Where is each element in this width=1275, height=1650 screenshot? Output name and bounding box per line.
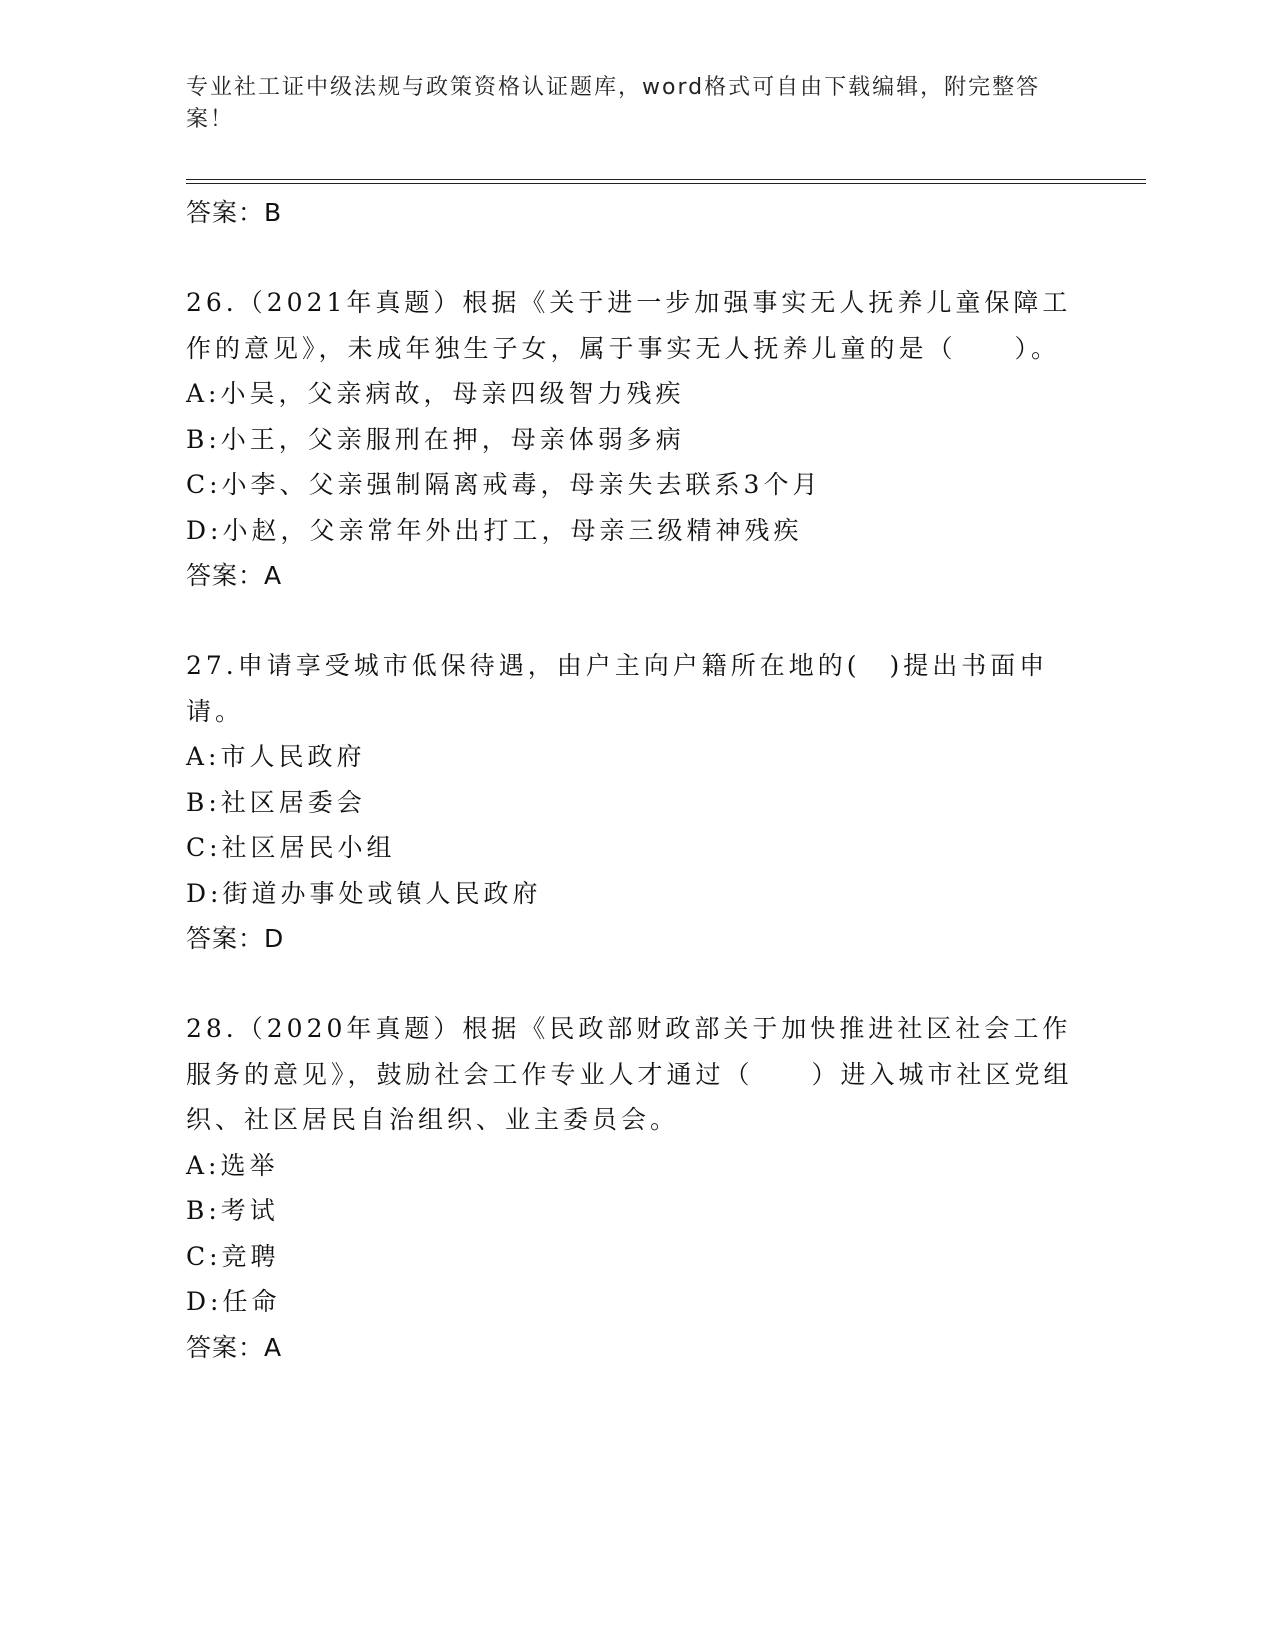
option-d: D:街道办事处或镇人民政府 — [186, 878, 542, 908]
question-stem: 28.（2020年真题）根据《民政部财政部关于加快推进社区社会工作服务的意见》，鼓励社会工作专业人才通过（ ）进入城市社区党组织、社区居民自治组织、业主委员会。 — [186, 1014, 1073, 1134]
question-answer: 答案：A — [186, 561, 283, 590]
question-list — [186, 190, 1086, 1371]
option-c: C:社区居民小组 — [186, 833, 396, 862]
header-divider-top — [186, 179, 1146, 180]
previous-answer: 答案：B — [186, 198, 283, 227]
header-divider-bottom — [186, 183, 1146, 184]
question-28 — [186, 1006, 1086, 1371]
option-b: B:小王，父亲服刑在押，母亲体弱多病 — [186, 424, 685, 454]
question-answer: 答案：A — [186, 1332, 283, 1362]
question-answer: 答案：D — [186, 924, 285, 953]
option-c: C:小李、父亲强制隔离戒毒，母亲失去联系3个月 — [186, 470, 822, 499]
option-b: B:社区居委会 — [186, 787, 366, 817]
option-c: C:竞聘 — [186, 1241, 280, 1271]
option-d: D:小赵，父亲常年外出打工，母亲三级精神残疾 — [186, 515, 803, 545]
option-a: A:选举 — [186, 1150, 279, 1180]
question-26 — [186, 280, 1086, 599]
page-header: 专业社工证中级法规与政策资格认证题库，word格式可自由下载编辑，附完整答案！ — [186, 75, 1041, 132]
question-stem: 26.（2021年真题）根据《关于进一步加强事实无人抚养儿童保障工作的意见》，未成年独生子女，属于事实无人抚养儿童的是（ ）。 — [186, 288, 1072, 363]
option-b: B:考试 — [186, 1196, 279, 1225]
question-stem: 27.申请享受城市低保待遇，由户主向户籍所在地的( )提出书面申请。 — [186, 651, 1049, 726]
question-27 — [186, 643, 1086, 962]
option-a: A:小吴，父亲病故，母亲四级智力残疾 — [186, 379, 685, 408]
option-d: D:任命 — [186, 1287, 281, 1316]
option-a: A:市人民政府 — [186, 742, 366, 771]
